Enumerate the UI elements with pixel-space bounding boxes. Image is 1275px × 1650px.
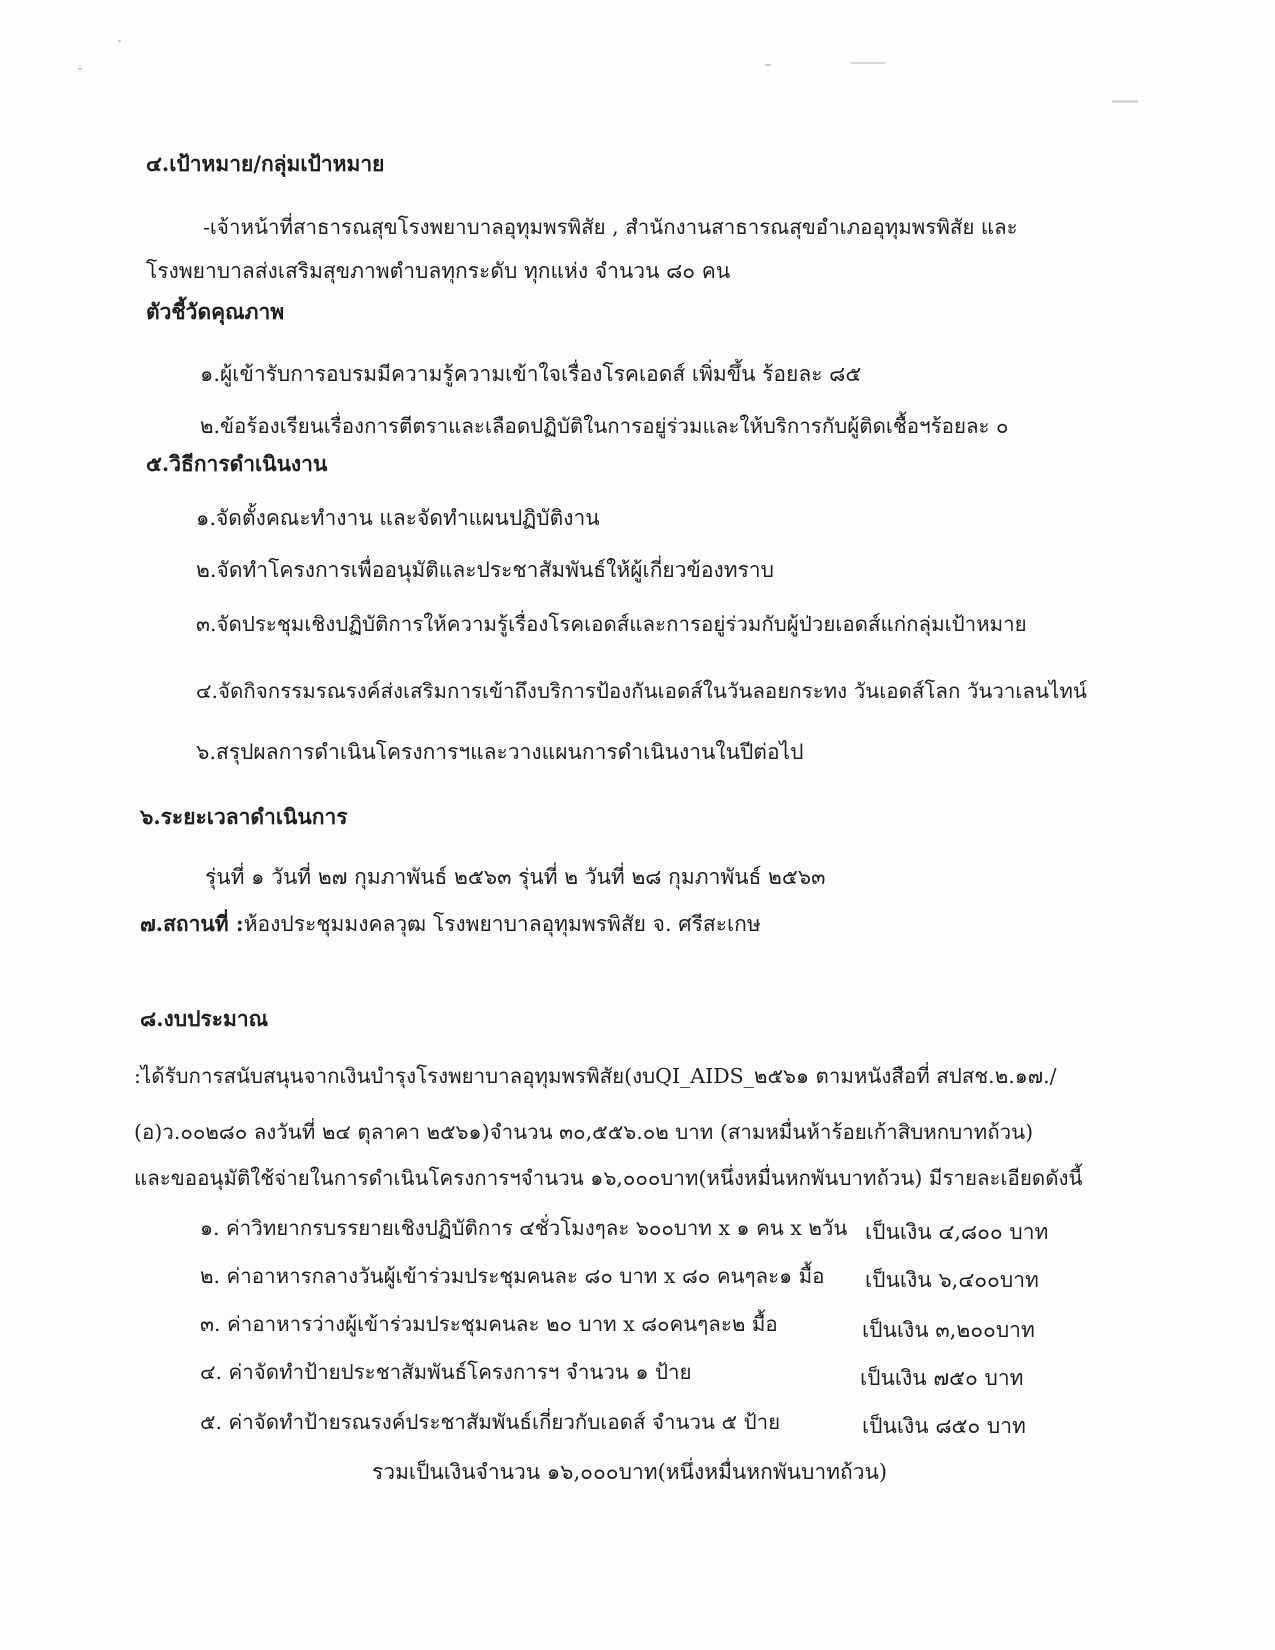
scan-speck — [850, 62, 886, 64]
location-line — [140, 910, 761, 938]
method-step: ๖.สรุปผลการดำเนินโครงการฯและวางแผนการดำเนินงานในปีต่อไป — [196, 740, 804, 764]
budget-item-amount: เป็นเงิน ๘๕๐ บาท — [862, 1414, 1026, 1438]
method-step: ๑.จัดตั้งคณะทำงาน และจัดทำแผนปฏิบัติงาน — [196, 506, 600, 530]
section-4-heading: ๔.เป้าหมาย/กลุ่มเป้าหมาย — [146, 151, 385, 176]
scan-speck — [1112, 100, 1138, 103]
scan-speck — [118, 40, 121, 42]
target-group-line-1: -เจ้าหน้าที่สาธารณสุขโรงพยาบาลอุทุมพรพิสัย , สำนักงานสาธารณสุขอำเภออุทุมพรพิสัย และ — [203, 215, 1018, 239]
budget-item-text: ๔. ค่าจัดทำป้ายประชาสัมพันธ์โครงการฯ จำนวน ๑ ป้าย — [200, 1360, 692, 1384]
budget-item-amount: เป็นเงิน ๓,๒๐๐บาท — [862, 1318, 1035, 1342]
budget-paragraph-line: :ได้รับการสนับสนุนจากเงินบำรุงโรงพยาบาลอุทุมพรพิสัย(งบQI_AIDS_๒๕๖๑ ตามหนังสือที่ สปสช.๒.๑๗./ — [134, 1064, 1057, 1088]
budget-item-amount: เป็นเงิน ๗๕๐ บาท — [860, 1366, 1024, 1390]
section-6-heading: ๖.ระยะเวลาดำเนินการ — [140, 804, 348, 829]
budget-item-text: ๑. ค่าวิทยากรบรรยายเชิงปฏิบัติการ ๔ชั่วโมงๆละ ๖๐๐บาท x ๑ คน x ๒วัน — [200, 1216, 848, 1240]
budget-item-text: ๒. ค่าอาหารกลางวันผู้เข้าร่วมประชุมคนละ ๘๐ บาท x ๘๐ คนๆละ๑ มื้อ — [200, 1264, 825, 1288]
budget-item-text: ๕. ค่าจัดทำป้ายรณรงค์ประชาสัมพันธ์เกี่ยวกับเอดส์ จำนวน ๕ ป้าย — [200, 1410, 781, 1434]
budget-item-amount: เป็นเงิน ๔,๘๐๐ บาท — [865, 1220, 1049, 1244]
section-8-heading: ๘.งบประมาณ — [140, 1006, 269, 1031]
location-label: ๗.สถานที่ : — [140, 911, 244, 936]
location-value: ห้องประชุมมงคลวุฒ โรงพยาบาลอุทุมพรพิสัย จ. ศรีสะเกษ — [243, 912, 761, 936]
budget-item-amount: เป็นเงิน ๖,๔๐๐บาท — [865, 1268, 1039, 1292]
budget-total: รวมเป็นเงินจำนวน ๑๖,๐๐๐บาท(หนึ่งหมื่นหกพันบาทถ้วน) — [372, 1460, 888, 1484]
quality-indicator-item: ๑.ผู้เข้ารับการอบรมมีความรู้ความเข้าใจเรื่องโรคเอดส์ เพิ่มขึ้น ร้อยละ ๘๕ — [200, 362, 862, 386]
budget-paragraph-line: และขออนุมัติใช้จ่ายในการดำเนินโครงการฯจำนวน ๑๖,๐๐๐บาท(หนึ่งหมื่นหกพันบาทถ้วน) มีรายละเอียดดังนี้ — [134, 1166, 1083, 1190]
method-step: ๓.จัดประชุมเชิงปฏิบัติการให้ความรู้เรื่องโรคเอดส์และการอยู่ร่วมกับผู้ป่วยเอดส์แก่กลุ่มเป้าหมาย — [196, 612, 1027, 636]
section-5-heading: ๕.วิธีการดำเนินงาน — [146, 451, 328, 476]
quality-indicator-item: ๒.ข้อร้องเรียนเรื่องการตีตราและเลือดปฏิบัติในการอยู่ร่วมและให้บริการกับผู้ติดเชื้อฯร้อยละ ๐ — [200, 414, 1009, 438]
budget-paragraph-line: (อ)ว.๐๐๒๘๐ ลงวันที่ ๒๔ ตุลาคา ๒๕๖๑)จำนวน ๓๐,๕๕๖.๐๒ บาท (สามหมื่นห้าร้อยเก้าสิบหกบาทถ้วน) — [134, 1120, 1034, 1144]
budget-item-text: ๓. ค่าอาหารว่างผู้เข้าร่วมประชุมคนละ ๒๐ บาท x ๘๐คนๆละ๒ มื้อ — [200, 1312, 778, 1336]
method-step: ๔.จัดกิจกรรมรณรงค์ส่งเสริมการเข้าถึงบริการป้องกันเอดส์ในวันลอยกระทง วันเอดส์โลก วันวาเลนไทน์ — [196, 679, 1087, 703]
schedule-line: รุ่นที่ ๑ วันที่ ๒๗ กุมภาพันธ์ ๒๕๖๓ รุ่นที่ ๒ วันที่ ๒๘ กุมภาพันธ์ ๒๕๖๓ — [205, 865, 826, 889]
method-step: ๒.จัดทำโครงการเพื่ออนุมัติและประชาสัมพันธ์ให้ผู้เกี่ยวข้องทราบ — [196, 558, 774, 582]
scan-speck — [78, 68, 82, 70]
quality-indicators-heading: ตัวชี้วัดคุณภาพ — [146, 299, 285, 324]
scan-speck — [765, 64, 771, 66]
target-group-line-2: โรงพยาบาลส่งเสริมสุขภาพตำบลทุกระดับ ทุกแห่ง จำนวน ๘๐ คน — [146, 259, 731, 283]
